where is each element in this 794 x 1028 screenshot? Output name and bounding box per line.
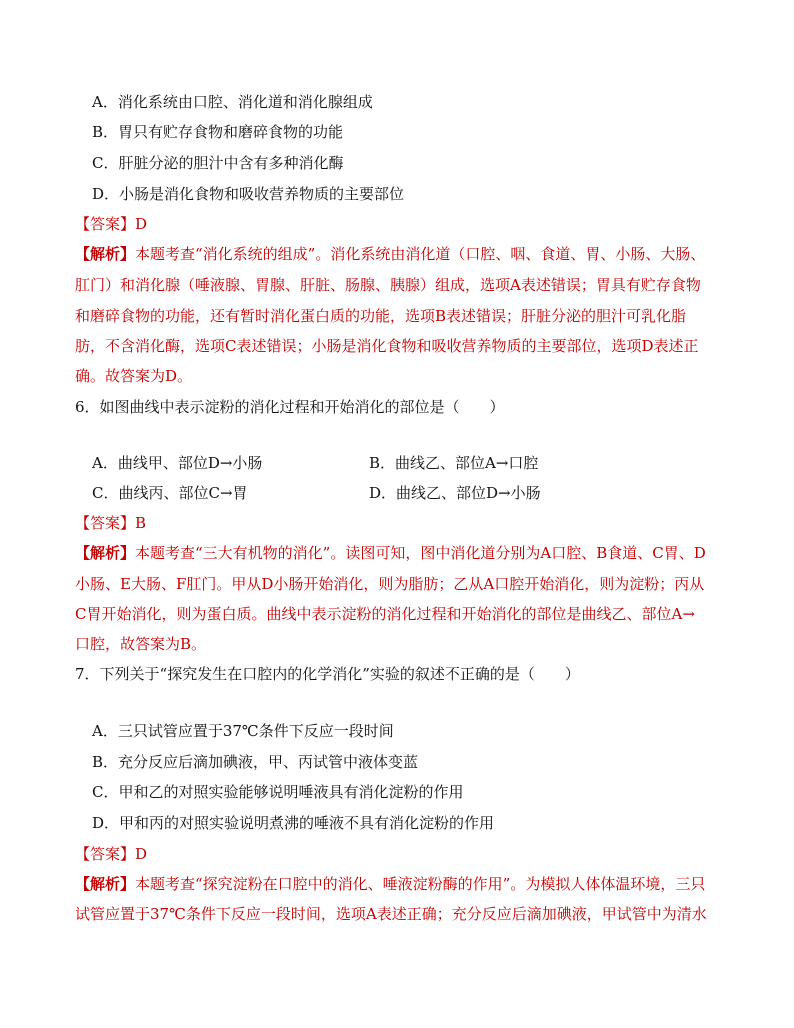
q5-analysis-line-1: [75, 244, 705, 264]
q5-analysis-text-1: 本题考查“消化系统的组成”。消化系统由消化道（口腔、咽、食道、胃、小肠、大肠、: [135, 245, 706, 263]
q5-analysis-line-5: 确。故答案为D。: [75, 367, 193, 385]
q5-answer: 【答案】D: [75, 215, 148, 233]
q5-option-b: B．胃只有贮存食物和磨碎食物的功能: [92, 123, 344, 141]
q5-option-a: A．消化系统由口腔、消化道和消化腺组成: [92, 93, 373, 111]
q7-analysis-label: 【解析】: [75, 875, 136, 893]
q5-option-c: C．肝脏分泌的胆汁中含有多种消化酶: [92, 154, 344, 172]
q6-answer: 【答案】B: [75, 514, 147, 532]
q7-option-c: C．甲和乙的对照实验能够说明唾液具有消化淀粉的作用: [92, 783, 464, 801]
q6-analysis-label: 【解析】: [75, 544, 136, 562]
q6-analysis-text-1: 本题考查“三大有机物的消化”。读图可知，图中消化道分别为A口腔、B食道、C胃、D: [135, 544, 706, 562]
q6-analysis-line-4: 口腔，故答案为B。: [75, 635, 207, 653]
q6-analysis-line-2: 小肠、E大肠、F肛门。甲从D小肠开始消化，则为脂肪；乙从A口腔开始消化，则为淀粉；丙从: [75, 575, 705, 593]
q7-option-d: D．甲和丙的对照实验说明煮沸的唾液不具有消化淀粉的作用: [92, 814, 495, 832]
q5-option-d: D．小肠是消化食物和吸收营养物质的主要部位: [92, 185, 405, 203]
q7-analysis-line-1: [75, 874, 705, 894]
q7-option-a: A．三只试管应置于37℃条件下反应一段时间: [92, 722, 394, 740]
q5-analysis-line-3: 和磨碎食物的功能，还有暂时消化蛋白质的功能，选项B表述错误；肝脏分泌的胆汁可乳化脂: [75, 307, 687, 325]
q7-option-b: B．充分反应后滴加碘液，甲、丙试管中液体变蓝: [92, 753, 419, 771]
q5-analysis-line-2: 肛门）和消化腺（唾液腺、胃腺、肝脏、肠腺、胰腺）组成，选项A表述错误；胃具有贮存食物: [75, 276, 701, 294]
q6-analysis-line-3: C胃开始消化，则为蛋白质。曲线中表示淀粉的消化过程和开始消化的部位是曲线乙、部位A→: [75, 605, 695, 623]
q6-option-c: C．曲线丙、部位C→胃: [92, 484, 248, 502]
q7-analysis-text-1: 本题考查“探究淀粉在口腔中的消化、唾液淀粉酶的作用”。为模拟人体体温环境，三只: [135, 875, 706, 893]
q6-option-a: A．曲线甲、部位D→小肠: [92, 454, 263, 472]
q7-analysis-line-2: 试管应置于37℃条件下反应一段时间，选项A表述正确；充分反应后滴加碘液，甲试管中为清水: [75, 905, 707, 923]
q6-analysis-line-1: [75, 543, 706, 563]
q7-question: 7．下列关于“探究发生在口腔内的化学消化”实验的叙述不正确的是（ ）: [75, 665, 580, 683]
q7-answer: 【答案】D: [75, 845, 148, 863]
q5-analysis-label: 【解析】: [75, 245, 136, 263]
q6-question: 6．如图曲线中表示淀粉的消化过程和开始消化的部位是（ ）: [75, 398, 505, 416]
q6-option-b: B．曲线乙、部位A→口腔: [369, 454, 539, 472]
q6-option-d: D．曲线乙、部位D→小肠: [369, 484, 541, 502]
q5-analysis-line-4: 肪，不含消化酶，选项C表述错误；小肠是消化食物和吸收营养物质的主要部位，选项D表述正: [75, 337, 699, 355]
